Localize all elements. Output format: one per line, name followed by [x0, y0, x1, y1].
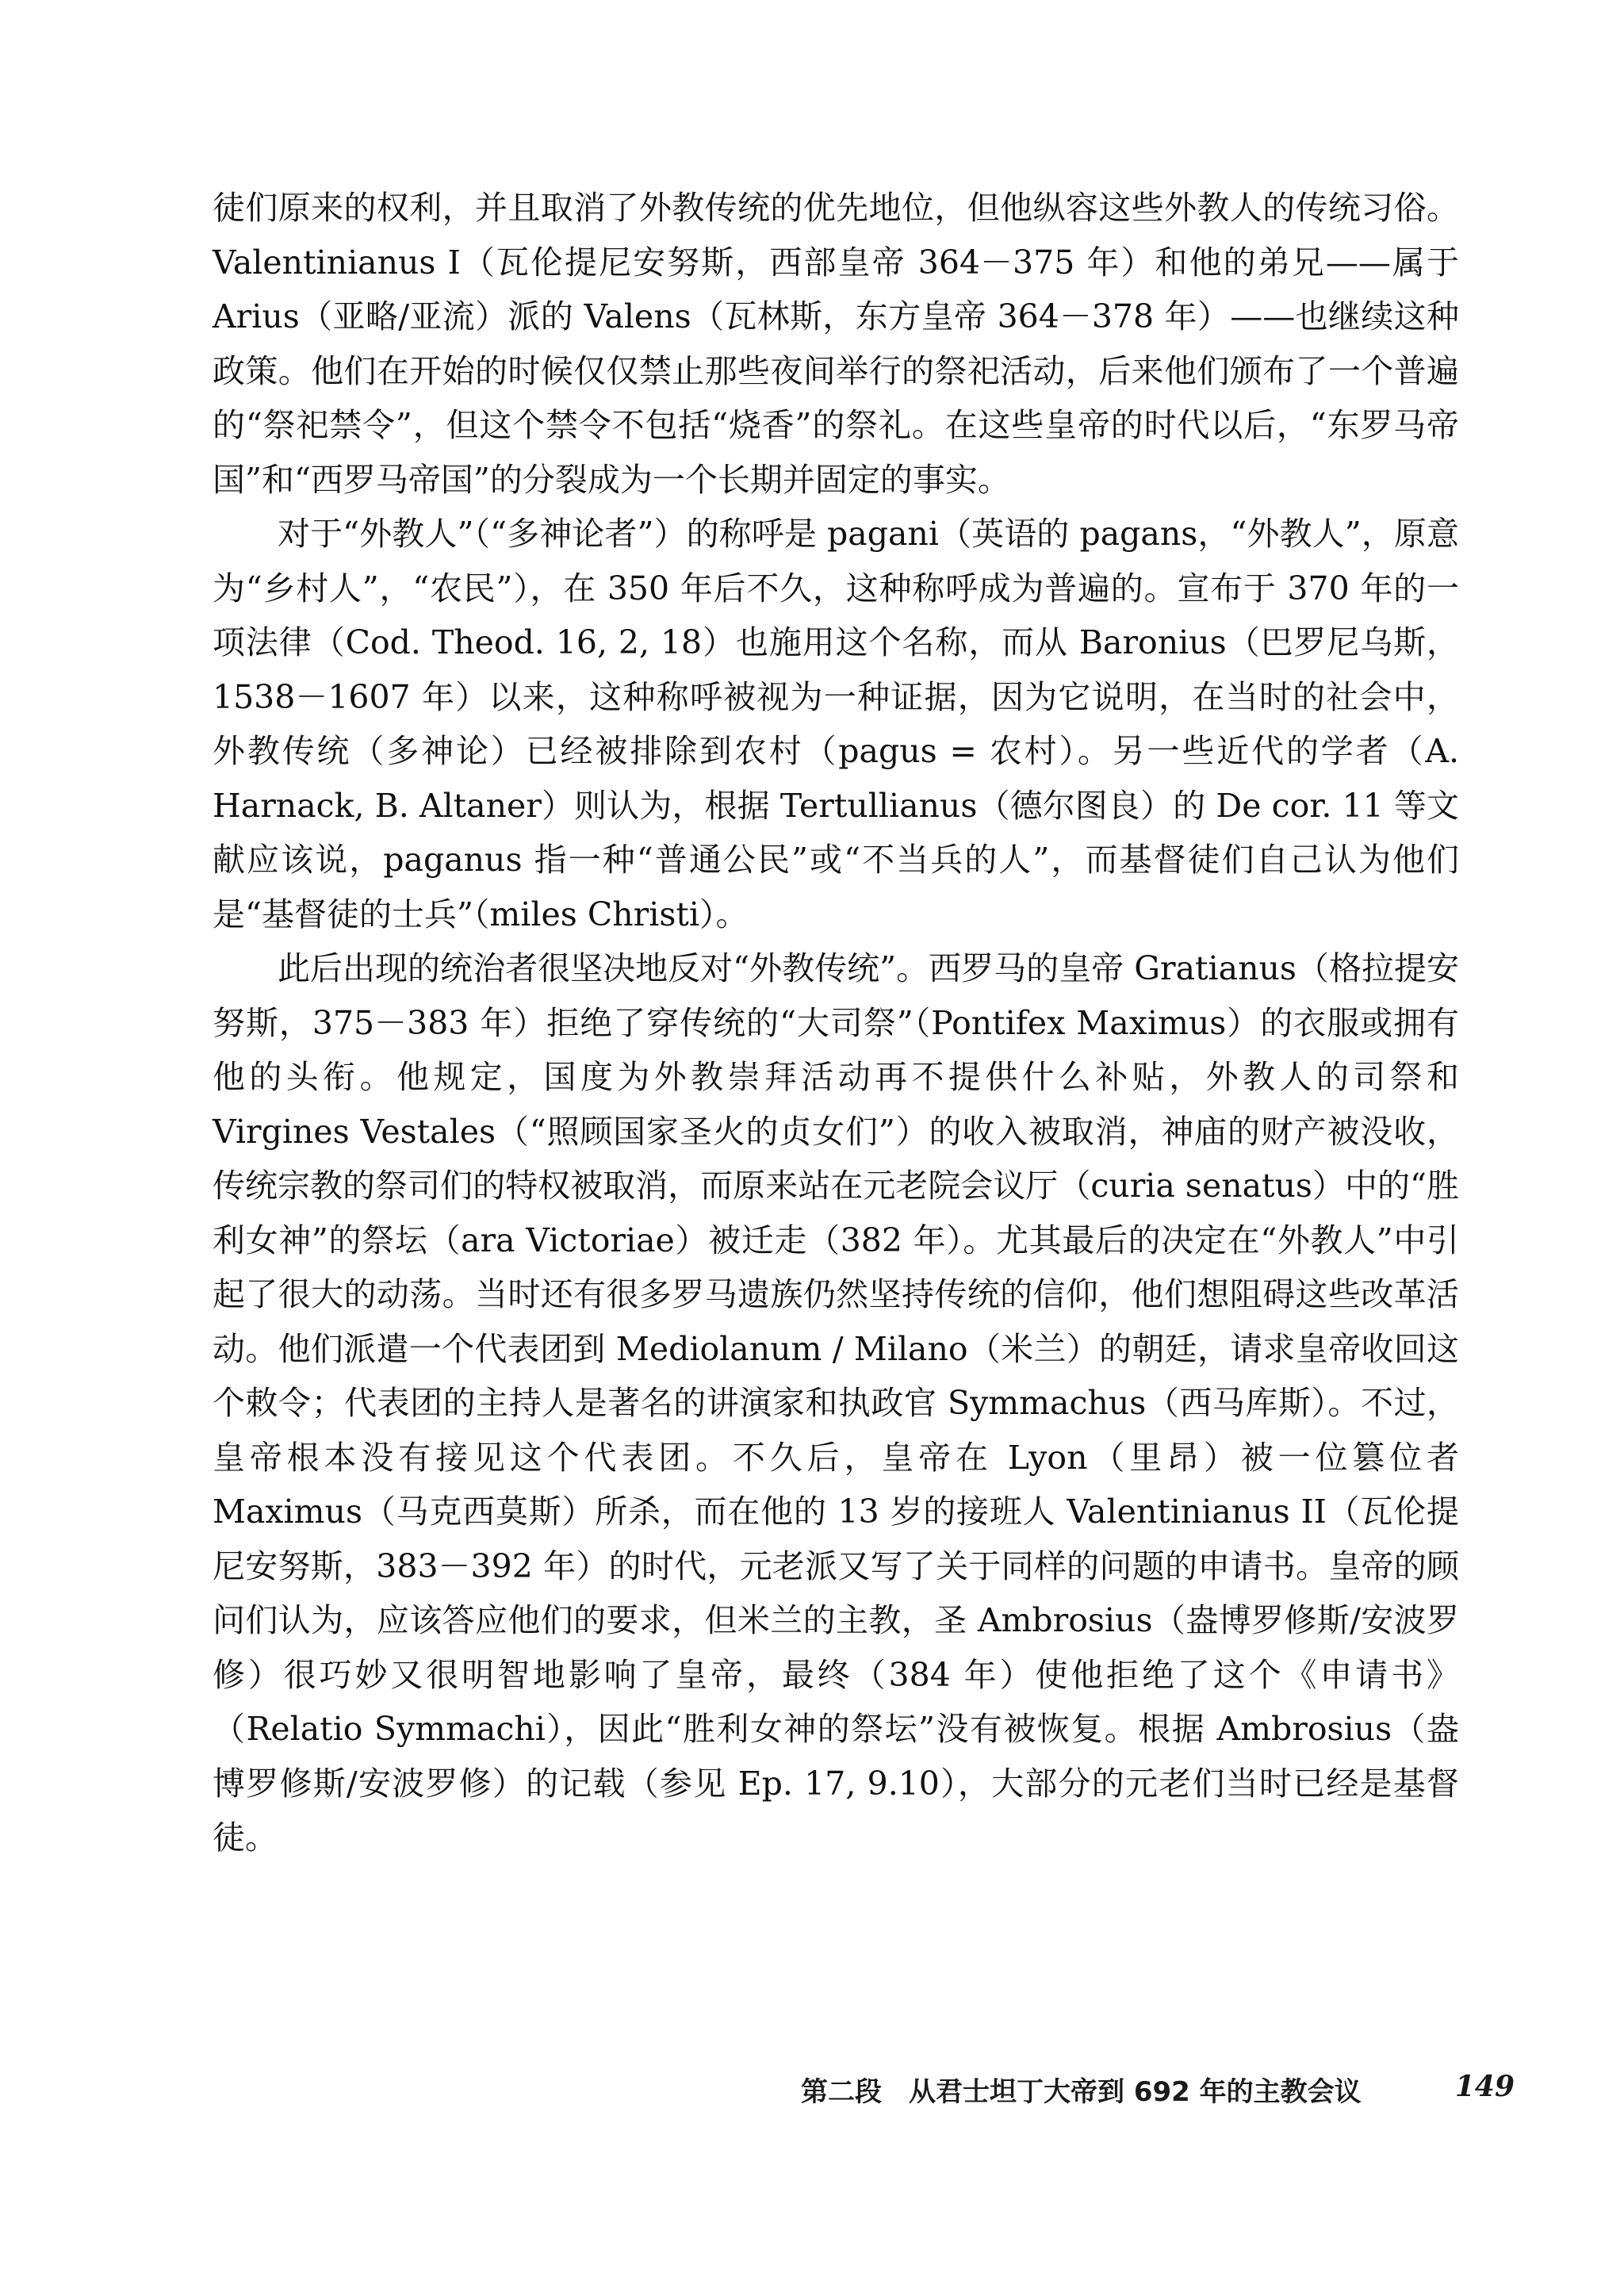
paragraph-3: 此后出现的统治者很坚决地反对“外教传统”。西罗马的皇帝 Gratianus（格拉提安努斯，375－383 年）拒绝了穿传统的“大司祭”（Pontifex Maximus）的衣服或拥有他的头衔。他规定，国度为外教崇拜活动再不提供什么补贴，外教人的司祭和 Virgines Vestales（“照顾国家圣火的贞女们”）的收入被取消，神庙的财产被没收，传统宗教的祭司们的特权被取消，而原来站在元老院会议厅（curia senatus）中的“胜利女神”的祭坛（ara Victoriae）被迁走（382 年）。尤其最后的决定在“外教人”中引起了很大的动荡。当时还有很多罗马遗族仍然坚持传统的信仰，他们想阻碍这些改革活动。他们派遣一个代表团到 Mediolanum / Milano（米兰）的朝廷，请求皇帝收回这个敕令；代表团的主持人是著名的讲演家和执政官 Symmachus（西马库斯）。不过，皇帝根本没有接见这个代表团。不久后，皇帝在 Lyon（里昂）被一位篡位者 Maximus（马克西莫斯）所杀，而在他的 13 岁的接班人 Valentinianus II（瓦伦提尼安努斯，383－392 年）的时代，元老派又写了关于同样的问题的申请书。皇帝的顾问们认为，应该答应他们的要求，但米兰的主教，圣 Ambrosius（盎博罗修斯/安波罗修）很巧妙又很明智地影响了皇帝，最终（384 年）使他拒绝了这个《申请书》（Relatio Symmachi），因此“胜利女神的祭坛”没有被恢复。根据 Ambrosius（盎博罗修斯/安波罗修）的记载（参见 Ep. 17, 9.10），大部分的元老们当时已经是基督徒。 [213, 949, 1459, 1857]
page-body [213, 181, 1459, 1865]
paragraph-1: 徒们原来的权利，并且取消了外教传统的优先地位，但他纵容这些外教人的传统习俗。Valentinianus I（瓦伦提尼安努斯，西部皇帝 364－375 年）和他的弟兄——属于 Arius（亚略/亚流）派的 Valens（瓦林斯，东方皇帝 364－378 年）——也继续这种政策。他们在开始的时候仅仅禁止那些夜间举行的祭祀活动，后来他们颁布了一个普遍的“祭祀禁令”，但这个禁令不包括“烧香”的祭礼。在这些皇帝的时代以后，“东罗马帝国”和“西罗马帝国”的分裂成为一个长期并固定的事实。 [213, 189, 1459, 499]
page-number: 149 [1454, 2070, 1515, 2103]
paragraph-2: 对于“外教人”（“多神论者”）的称呼是 pagani（英语的 pagans，“外教人”，原意为“乡村人”，“农民”），在 350 年后不久，这种称呼成为普遍的。宣布于 370 年的一项法律（Cod. Theod. 16, 2, 18）也施用这个名称，而从 Baronius（巴罗尼乌斯，1538－1607 年）以来，这种称呼被视为一种证据，因为它说明，在当时的社会中，外教传统（多神论）已经被排除到农村（pagus = 农村）。另一些近代的学者（A. Harnack, B. Altaner）则认为，根据 Tertullianus（德尔图良）的 De cor. 11 等文献应该说，paganus 指一种“普通公民”或“不当兵的人”，而基督徒们自己认为他们是“基督徒的士兵”（miles Christi）。 [213, 515, 1459, 933]
running-footer-title: 第二段 从君士坦丁大帝到 692 年的主教会议 [801, 2076, 1362, 2108]
page-footer [801, 2070, 1515, 2117]
